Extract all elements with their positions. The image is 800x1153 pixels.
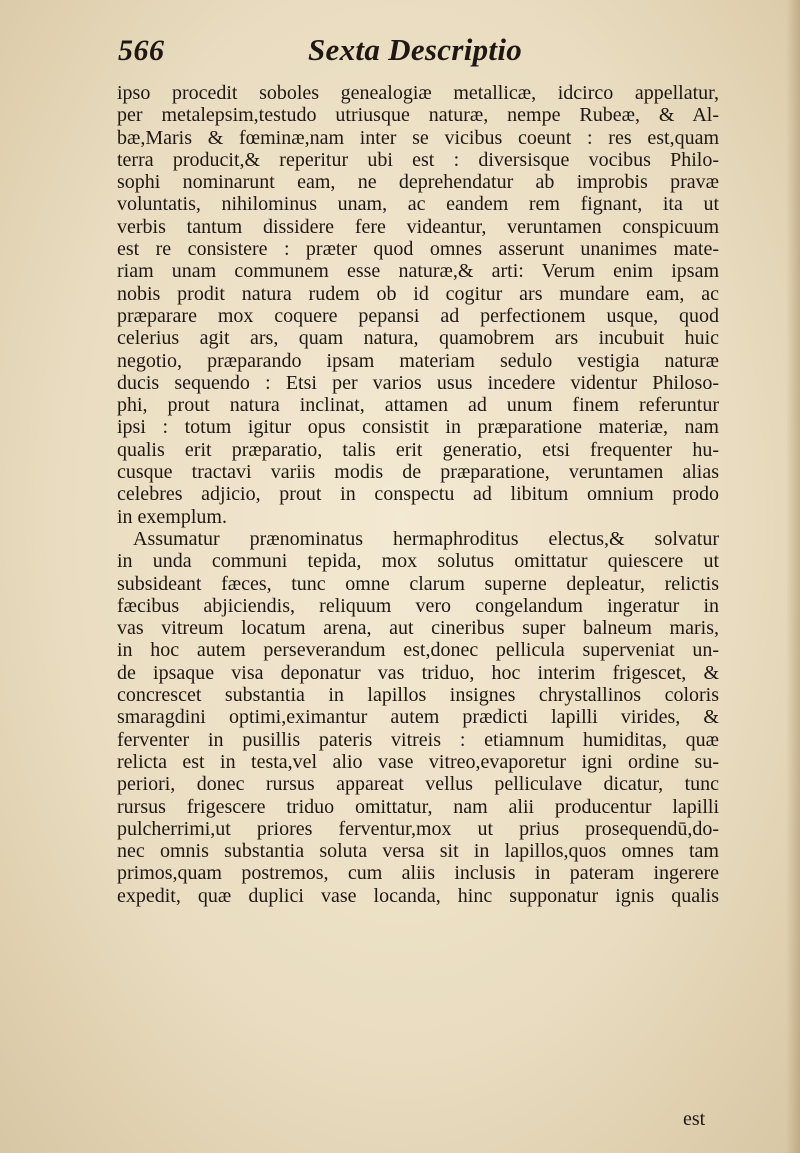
catchword: est xyxy=(683,1108,706,1130)
text-line: præparare mox coquere pepansi ad perfectionem usque, quod xyxy=(117,304,719,327)
text-line: fæcibus abjiciendis, reliquum vero congelandum ingeratur in xyxy=(117,594,719,617)
text-line: sophi nominarunt eam, ne deprehendatur ab improbis pravæ xyxy=(117,171,719,194)
text-line: concrescet substantia in lapillos insignes chrystallinos coloris xyxy=(117,684,719,707)
text-line: vas vitreum locatum arena, aut cineribus super balneum maris, xyxy=(117,617,719,640)
text-line: nec omnis substantia soluta versa sit in lapillos,quos omnes tam xyxy=(117,840,719,863)
text-line: relicta est in testa,vel alio vase vitreo,evaporetur igni ordine su- xyxy=(117,750,719,773)
text-line: voluntatis, nihilominus unam, ac eandem rem fignant, ita ut xyxy=(117,193,719,216)
page-number: 566 xyxy=(118,34,165,67)
text-line: cusque tractavi variis modis de præparatione, veruntamen alias xyxy=(117,461,719,484)
text-line: per metalepsim,testudo utriusque naturæ, nempe Rubeæ, & Al- xyxy=(117,104,719,127)
text-line: verbis tantum dissidere fere videantur, veruntamen conspicuum xyxy=(117,215,719,238)
text-line: in exemplum. xyxy=(117,505,227,528)
text-line: subsideant fæces, tunc omne clarum superne depleatur, relictis xyxy=(117,572,719,595)
text-line: primos,quam postremos, cum aliis inclusis in pateram ingerere xyxy=(117,862,719,885)
text-line: periori, donec rursus appareat vellus pelliculave dicatur, tunc xyxy=(117,773,719,796)
text-line: ducis sequendo : Etsi per varios usus incedere videntur Philoso- xyxy=(117,371,719,394)
text-line: in hoc autem perseverandum est,donec pellicula superveniat un- xyxy=(117,639,719,662)
text-line: in unda communi tepida, mox solutus omittatur quiescere ut xyxy=(117,550,719,573)
text-line: ferventer in pusillis pateris vitreis : etiamnum humiditas, quæ xyxy=(117,728,719,751)
text-line: qualis erit præparatio, talis erit generatio, etsi frequenter hu- xyxy=(117,438,719,461)
text-line: phi, prout natura inclinat, attamen ad unum finem referuntur xyxy=(117,394,719,417)
text-line: celerius agit ars, quam natura, quamobrem ars incubuit huic xyxy=(117,327,719,350)
running-title: Sexta Descriptio xyxy=(308,32,523,67)
body-text xyxy=(117,82,719,907)
text-line: smaragdini optimi,eximantur autem prædicti lapilli virides, & xyxy=(117,706,719,729)
text-line: nobis prodit natura rudem ob id cogitur ars mundare eam, ac xyxy=(117,282,719,305)
text-line: terra producit,& reperitur ubi est : diversisque vocibus Philo- xyxy=(117,148,719,171)
page-header xyxy=(118,30,718,80)
text-line: celebres adjicio, prout in conspectu ad libitum omnium prodo xyxy=(117,483,719,506)
text-line: bæ,Maris & fœminæ,nam inter se vicibus coeunt : res est,quam xyxy=(117,126,719,149)
text-line: rursus frigescere triduo omittatur, nam alii producentur lapilli xyxy=(117,795,719,818)
page-edge-shadow xyxy=(786,0,800,1153)
text-line: est re consistere : præter quod omnes asserunt unanimes mate- xyxy=(117,238,719,261)
text-line: pulcherrimi,ut priores ferventur,mox ut prius prosequendū,do- xyxy=(117,817,719,840)
text-line: ipsi : totum igitur opus consistit in præparatione materiæ, nam xyxy=(117,416,719,439)
text-line: riam unam communem esse naturæ,& arti: Verum enim ipsam xyxy=(117,260,719,283)
text-line: ipso procedit soboles genealogiæ metallicæ, idcirco appellatur, xyxy=(117,82,719,104)
text-line: de ipsaque visa deponatur vas triduo, hoc interim frigescet, & xyxy=(117,661,719,684)
text-line: expedit, quæ duplici vase locanda, hinc supponatur ignis qualis xyxy=(117,884,719,907)
text-line: Assumatur prænominatus hermaphroditus electus,& solvatur xyxy=(133,527,719,550)
text-line: negotio, præparando ipsam materiam sedulo vestigia naturæ xyxy=(117,349,719,372)
